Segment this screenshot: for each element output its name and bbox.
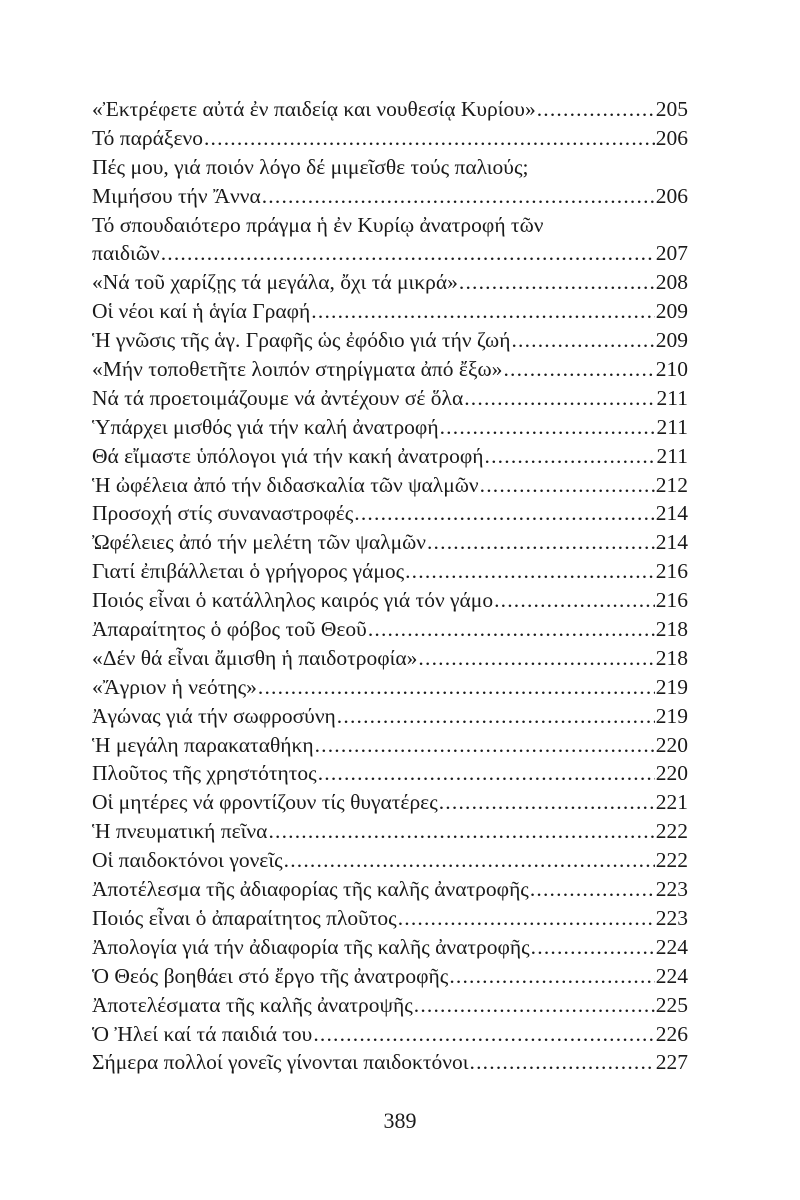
toc-entry-title: «Ἐκτρέφετε αὐτά ἐν παιδείᾳ και νουθεσίᾳ Κυρίου» (92, 97, 536, 121)
toc-entry-title: Ὁ Ἠλεί καί τά παιδιά του (92, 1021, 313, 1046)
toc-entry-title: Ὠφέλειες ἀπό τήν μελέτη τῶν ψαλμῶν (92, 530, 426, 555)
toc-leader-dots (494, 586, 655, 615)
toc-entry (92, 962, 688, 991)
toc-entry-page: 209 (655, 299, 688, 324)
toc-entry (92, 211, 688, 240)
toc-entry-title: Θά εἴμαστε ὑπόλογοι γιά τήν κακή ἀνατροφή (92, 443, 484, 468)
toc-entry (92, 95, 688, 124)
toc-entry-page: 219 (655, 703, 688, 728)
toc-entry (92, 615, 688, 644)
toc-entry-title: «Νά τοῦ χαρίζῃς τά μεγάλα, ὄχι τά μικρά» (92, 270, 458, 295)
toc-leader-dots (470, 1048, 655, 1077)
toc-entry-title: Πλοῦτος τῆς χρηστότητος (92, 761, 317, 786)
toc-entry-title: «Δέν θά εἶναι ἄμισθη ἡ παιδοτροφία» (92, 645, 418, 670)
toc-leader-dots (531, 933, 655, 962)
toc-leader-dots (427, 528, 655, 557)
toc-entry (92, 817, 688, 846)
toc-entry-page: 211 (656, 414, 688, 439)
toc-entry (92, 933, 688, 962)
toc-leader-dots (354, 499, 654, 528)
toc-leader-dots (284, 846, 655, 875)
toc-entry (92, 182, 688, 211)
toc-leader-dots (511, 326, 654, 355)
toc-leader-dots (368, 615, 655, 644)
toc-entry-page: 206 (655, 183, 688, 208)
toc-entry-page: 224 (655, 963, 688, 988)
toc-entry-page: 214 (655, 530, 688, 555)
toc-entry-title: Ἡ μεγάλη παρακαταθήκη (92, 732, 314, 757)
toc-entry-page: 225 (655, 992, 688, 1017)
toc-entry-page: 218 (655, 645, 688, 670)
toc-leader-dots (258, 673, 655, 702)
toc-entry (92, 702, 688, 731)
toc-entry (92, 297, 688, 326)
toc-entry-page: 222 (655, 819, 688, 844)
toc-entry-title: Προσοχή στίς συναναστροφές (92, 501, 354, 526)
toc-entry-page: 209 (655, 328, 688, 353)
toc-entry-title: Σήμερα πολλοί γονεῖς γίνονται παιδοκτόνοι (92, 1050, 469, 1075)
toc-entry-title: «Ἄγριον ἡ νεότης» (92, 674, 257, 699)
toc-entry-title: Πές μου, γιά ποιόν λόγο δέ μιμεῖσθε τούς παλιούς; (92, 154, 529, 179)
toc-entry-page: 223 (655, 905, 688, 930)
page-number: 389 (383, 1108, 417, 1133)
toc-entry (92, 268, 688, 297)
toc-entry (92, 528, 688, 557)
toc-entry-page: 212 (655, 472, 688, 497)
toc-entry-page: 220 (655, 761, 688, 786)
toc-entry (92, 442, 688, 471)
toc-entry-title: Ὁ Θεός βοηθάει στό ἔργο τῆς ἀνατροφῆς (92, 963, 449, 988)
table-of-contents (92, 95, 688, 1077)
toc-leader-dots (268, 817, 654, 846)
toc-entry-title: παιδιῶν (92, 241, 160, 266)
toc-entry (92, 413, 688, 442)
toc-entry (92, 904, 688, 933)
toc-entry-page: 205 (655, 97, 688, 121)
toc-leader-dots (480, 471, 655, 500)
toc-entry (92, 124, 688, 153)
toc-entry-page: 214 (655, 501, 688, 526)
toc-entry-title: Ἀποτέλεσμα τῆς ἀδιαφορίας τῆς καλῆς ἀνατροφῆς (92, 877, 529, 902)
toc-entry-page: 218 (655, 617, 688, 642)
toc-entry (92, 875, 688, 904)
toc-entry-title: Τό παράξενο (92, 125, 203, 150)
toc-leader-dots (405, 557, 655, 586)
toc-entry-title: Ὑπάρχει μισθός γιά τήν καλή ἀνατροφή (92, 414, 439, 439)
toc-entry (92, 384, 688, 413)
toc-entry-title: Τό σπουδαιότερο πράγμα ἡ ἐν Κυρίῳ ἀνατροφή τῶν (92, 212, 544, 237)
toc-entry-title: Οἱ νέοι καί ἡ ἁγία Γραφή (92, 299, 311, 324)
toc-entry-title: Γιατί ἐπιβάλλεται ὁ γρήγορος γάμος (92, 559, 405, 584)
toc-leader-dots (315, 731, 655, 760)
toc-leader-dots (398, 904, 655, 933)
toc-leader-dots (503, 355, 654, 384)
toc-entry-page: 206 (655, 125, 688, 150)
toc-entry-page: 223 (655, 877, 688, 902)
toc-entry-title: Ἡ γνῶσις τῆς ἁγ. Γραφῆς ὡς ἐφόδιο γιά τήν ζωή (92, 328, 511, 353)
toc-leader-dots (311, 297, 654, 326)
toc-entry-title: Νά τά προετοιμάζουμε νά ἀντέχουν σέ ὅλα (92, 385, 464, 410)
toc-entry (92, 499, 688, 528)
toc-entry-title: Ποιός εἶναι ὁ ἀπαραίτητος πλοῦτος (92, 905, 397, 930)
toc-entry-page: 222 (655, 848, 688, 873)
toc-leader-dots (204, 124, 655, 153)
toc-leader-dots (459, 268, 655, 297)
toc-entry (92, 239, 688, 268)
toc-entry-page: 208 (655, 270, 688, 295)
toc-entry (92, 1020, 688, 1049)
toc-entry (92, 991, 688, 1020)
toc-entry-title: Ἀπολογία γιά τήν ἀδιαφορία τῆς καλῆς ἀνατροφῆς (92, 934, 530, 959)
toc-leader-dots (530, 875, 655, 904)
toc-entry (92, 153, 688, 182)
toc-leader-dots (439, 788, 655, 817)
toc-entry (92, 788, 688, 817)
toc-entry-title: Ποιός εἶναι ὁ κατάλληλος καιρός γιά τόν γάμο (92, 588, 494, 613)
toc-leader-dots (161, 239, 655, 268)
toc-entry (92, 1048, 688, 1077)
toc-entry-page: 226 (655, 1021, 688, 1046)
toc-entry-title: Ἡ πνευματική πεῖνα (92, 819, 268, 844)
toc-entry (92, 355, 688, 384)
toc-entry-page: 219 (655, 674, 688, 699)
toc-entry-title: Οἱ μητέρες νά φροντίζουν τίς θυγατέρες (92, 790, 438, 815)
toc-entry-title: Ἀγώνας γιά τήν σωφροσύνη (92, 703, 336, 728)
toc-entry-page: 216 (655, 588, 688, 613)
toc-entry-title: Ἀπαραίτητος ὁ φόβος τοῦ Θεοῦ (92, 617, 367, 642)
toc-entry (92, 759, 688, 788)
toc-leader-dots (262, 182, 655, 211)
toc-leader-dots (449, 962, 654, 991)
toc-entry (92, 471, 688, 500)
toc-entry-page: 220 (655, 732, 688, 757)
toc-entry (92, 644, 688, 673)
toc-entry (92, 326, 688, 355)
toc-leader-dots (318, 759, 655, 788)
toc-entry-title: Οἱ παιδοκτόνοι γονεῖς (92, 848, 283, 873)
toc-entry (92, 846, 688, 875)
toc-entry-title: «Μήν τοποθετῆτε λοιπόν στηρίγματα ἀπό ἔξω» (92, 357, 503, 382)
toc-leader-dots (313, 1020, 654, 1049)
toc-entry-page: 227 (655, 1050, 688, 1075)
toc-entry-page: 216 (655, 559, 688, 584)
toc-entry-page: 221 (655, 790, 688, 815)
toc-entry-page: 207 (655, 241, 688, 266)
toc-leader-dots (414, 991, 655, 1020)
toc-entry-title: Ἡ ὠφέλεια ἀπό τήν διδασκαλία τῶν ψαλμῶν (92, 472, 479, 497)
toc-entry-title: Ἀποτελέσματα τῆς καλῆς ἀνατροψῆς (92, 992, 413, 1017)
toc-entry-page: 224 (655, 934, 688, 959)
toc-entry-title: Μιμήσου τήν Ἄννα (92, 183, 261, 208)
toc-leader-dots (537, 95, 655, 124)
toc-entry (92, 586, 688, 615)
toc-entry (92, 731, 688, 760)
toc-leader-dots (337, 702, 655, 731)
toc-entry-page: 211 (656, 385, 688, 410)
toc-entry (92, 557, 688, 586)
toc-entry-page: 210 (655, 357, 688, 382)
toc-leader-dots (464, 384, 655, 413)
toc-leader-dots (440, 413, 656, 442)
toc-leader-dots (485, 442, 656, 471)
toc-entry-page: 211 (656, 443, 688, 468)
toc-entry (92, 673, 688, 702)
toc-leader-dots (418, 644, 654, 673)
